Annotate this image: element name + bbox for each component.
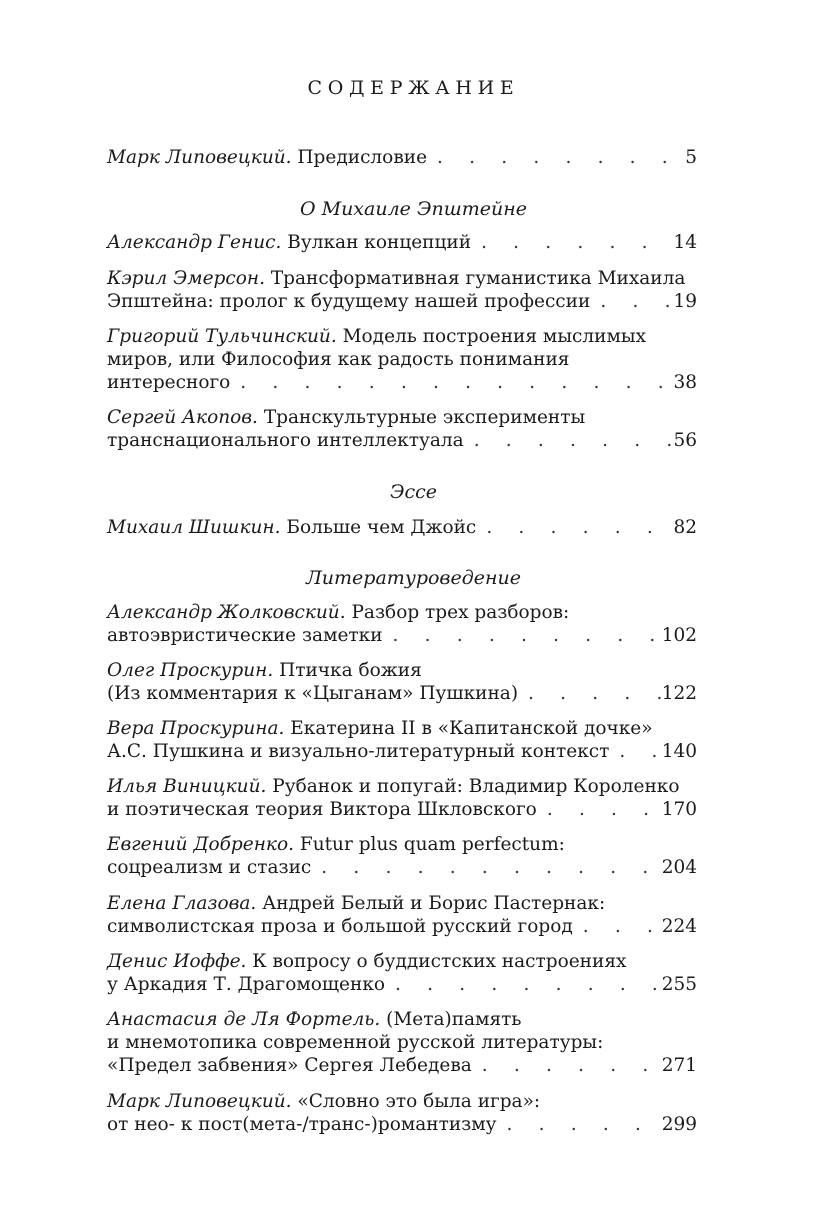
entry-author: Александр Жолковский. <box>107 602 346 623</box>
dot-leader <box>472 1054 662 1077</box>
entry-author: Анастасия де Ля Фортель. <box>107 1009 381 1030</box>
entry-title: К вопросу о буддистских настроениях <box>252 951 627 972</box>
entry-author: Александр Генис. <box>107 232 282 253</box>
entry-title: Екатерина II в «Капитанской дочке» <box>290 718 653 739</box>
toc-entry[interactable] <box>107 950 697 996</box>
entry-title: Предисловие <box>297 147 428 168</box>
entry-author: Сергей Акопов. <box>107 407 258 428</box>
entry-author: Кэрил Эмерсон. <box>107 268 265 289</box>
toc-entry[interactable] <box>107 1008 697 1077</box>
dot-leader <box>497 1113 662 1136</box>
toc-entry[interactable] <box>107 892 697 938</box>
entry-author: Олег Проскурин. <box>107 660 274 681</box>
entry-title: «Предел забвения» Сергея Лебедева <box>107 1055 472 1076</box>
dot-leader <box>230 371 673 394</box>
entry-author: Марк Липовецкий. <box>107 1091 292 1112</box>
dot-leader <box>518 682 662 705</box>
toc-entry[interactable] <box>107 1090 697 1136</box>
section-heading: Эссе <box>389 481 438 503</box>
page-number: 204 <box>661 857 697 878</box>
entry-author: Григорий Тульчинский. <box>107 326 337 347</box>
entry-author: Денис Иоффе. <box>107 951 247 972</box>
entry-title: Futur plus quam perfectum: <box>299 834 565 855</box>
entry-title: Трансформативная гуманистика Михаила <box>270 268 686 289</box>
dot-leader <box>464 429 674 452</box>
entry-title: символистская проза и большой русский город <box>107 916 573 937</box>
entry-title: соцреализм и стазис <box>107 857 312 878</box>
page-number: 38 <box>673 372 697 393</box>
toc-entry[interactable] <box>107 146 697 169</box>
dot-leader <box>609 740 661 763</box>
page-number: 102 <box>661 625 697 646</box>
entry-title: автоэвристические заметки <box>107 625 383 646</box>
toc-entry[interactable] <box>107 659 697 705</box>
entry-title: Рубанок и попугай: Владимир Короленко <box>272 776 680 797</box>
toc-entry[interactable] <box>107 516 697 539</box>
toc-entry[interactable] <box>107 833 697 879</box>
toc-entry[interactable] <box>107 325 697 394</box>
dot-leader <box>311 856 661 879</box>
page-number: 82 <box>673 517 697 538</box>
entry-title: А.С. Пушкина и визуально-литературный контекст <box>107 741 610 762</box>
page-number: 271 <box>661 1055 697 1076</box>
page-number: 170 <box>661 799 697 820</box>
entry-title: Андрей Белый и Борис Пастернак: <box>262 893 606 914</box>
entry-title: Птичка божия <box>279 660 422 681</box>
entry-title: миров, или Философия как радость понимания <box>107 349 570 370</box>
entry-title: Модель построения мыслимых <box>342 326 647 347</box>
entry-title: Больше чем Джойс <box>286 517 477 538</box>
entry-author: Евгений Добренко. <box>107 834 294 855</box>
page-title: СОДЕРЖАНИЕ <box>307 77 520 99</box>
entry-title: и мнемотопика современной русской литературы: <box>107 1032 604 1053</box>
entry-title: Вулкан концепций <box>287 232 472 253</box>
entry-title: «Словно это была игра»: <box>297 1091 541 1112</box>
entry-author: Вера Проскурина. <box>107 718 285 739</box>
toc-entry[interactable] <box>107 267 697 313</box>
page-number: 5 <box>685 147 697 168</box>
entry-title: Эпштейна: пролог к будущему нашей профессии <box>107 291 591 312</box>
page-number: 14 <box>673 232 697 253</box>
entry-title: Разбор трех разборов: <box>351 602 570 623</box>
dot-leader <box>427 146 685 169</box>
entry-author: Михаил Шишкин. <box>107 517 281 538</box>
page-number: 56 <box>673 430 697 451</box>
section-heading: О Михаиле Эпштейне <box>300 198 527 220</box>
dot-leader <box>471 231 673 254</box>
page-number: 224 <box>661 916 697 937</box>
dot-leader <box>476 516 673 539</box>
dot-leader <box>590 290 673 313</box>
toc-entry[interactable] <box>107 231 697 254</box>
page-number: 140 <box>661 741 697 762</box>
entry-title: у Аркадия Т. Драгомощенко <box>107 974 386 995</box>
entry-author: Илья Виницкий. <box>107 776 267 797</box>
page-number: 299 <box>661 1114 697 1135</box>
toc-entry[interactable] <box>107 717 697 763</box>
entry-title: интересного <box>107 372 231 393</box>
page-number: 19 <box>673 291 697 312</box>
page-number: 122 <box>661 683 697 704</box>
dot-leader <box>383 624 662 647</box>
section-heading: Литературоведение <box>305 567 522 589</box>
dot-leader <box>385 973 662 996</box>
entry-title: транснационального интеллектуала <box>107 430 464 451</box>
dot-leader <box>537 798 662 821</box>
entry-title: (Мета)память <box>386 1009 522 1030</box>
entry-title: (Из комментария к «Цыганам» Пушкина) <box>107 683 519 704</box>
entry-author: Марк Липовецкий. <box>107 147 292 168</box>
entry-title: Транскультурные эксперименты <box>263 407 586 428</box>
entry-author: Елена Глазова. <box>107 893 257 914</box>
entry-title: и поэтическая теория Виктора Шкловского <box>107 799 537 820</box>
dot-leader <box>573 915 662 938</box>
toc-entry[interactable] <box>107 406 697 452</box>
toc-entry[interactable] <box>107 601 697 647</box>
entry-title: от нео- к пост(мета-/транс-)романтизму <box>107 1114 497 1135</box>
toc-entry[interactable] <box>107 775 697 821</box>
page-number: 255 <box>661 974 697 995</box>
